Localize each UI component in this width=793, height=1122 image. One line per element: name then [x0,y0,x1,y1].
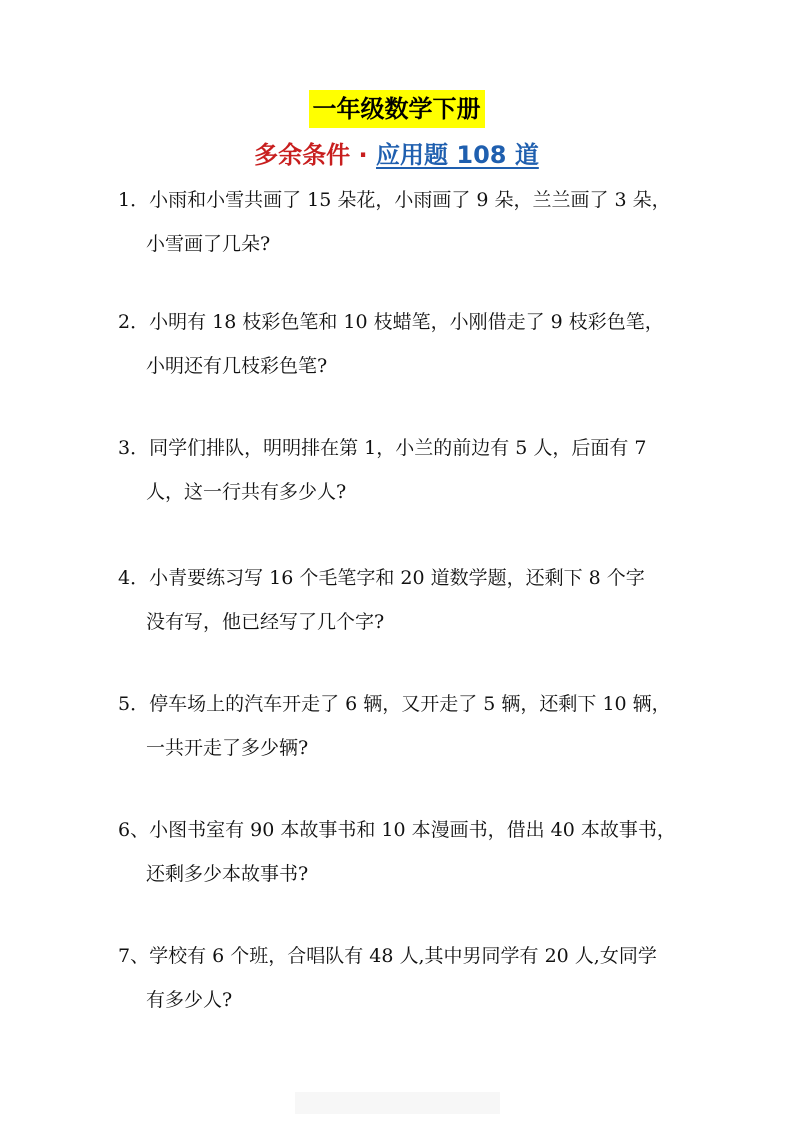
question-text-continued: 小雪画了几朵? [146,233,271,255]
subtitle-part2: 应用题 108 道 [376,141,539,169]
question-text-continued: 人，这一行共有多少人? [146,481,347,503]
question-6 [118,808,688,896]
question-text: 7、学校有 6 个班，合唱队有 48 人,其中男同学有 20 人,女同学 [118,945,657,967]
subtitle [0,138,793,172]
question-text: 6、小图书室有 90 本故事书和 10 本漫画书，借出 40 本故事书， [118,819,676,841]
question-3 [118,426,688,514]
question-text-continued: 有多少人? [146,989,233,1011]
footer-watermark [295,1092,500,1114]
question-2 [118,300,688,388]
question-text: 2．小明有 18 枝彩色笔和 10 枝蜡笔，小刚借走了 9 枝彩色笔， [118,311,664,333]
page-title: 一年级数学下册 [309,90,485,128]
question-text-continued: 还剩多少本故事书? [146,863,309,885]
question-text-continued: 没有写，他已经写了几个字? [146,611,385,633]
question-4 [118,556,688,644]
question-text: 1．小雨和小雪共画了 15 朵花，小雨画了 9 朵，兰兰画了 3 朵， [118,189,671,211]
question-text: 4．小青要练习写 16 个毛笔字和 20 道数学题，还剩下 8 个字 [118,567,645,589]
question-text: 3．同学们排队，明明排在第 1，小兰的前边有 5 人，后面有 7 [118,437,647,459]
subtitle-part1: 多余条件 [254,141,351,169]
question-text-continued: 一共开走了多少辆? [146,737,309,759]
question-7 [118,934,688,1022]
question-5 [118,682,688,770]
subtitle-dot: · [358,141,368,169]
title-container [0,90,793,128]
question-text: 5．停车场上的汽车开走了 6 辆，又开走了 5 辆，还剩下 10 辆， [118,693,671,715]
question-1 [118,178,688,266]
question-text-continued: 小明还有几枝彩色笔? [146,355,328,377]
